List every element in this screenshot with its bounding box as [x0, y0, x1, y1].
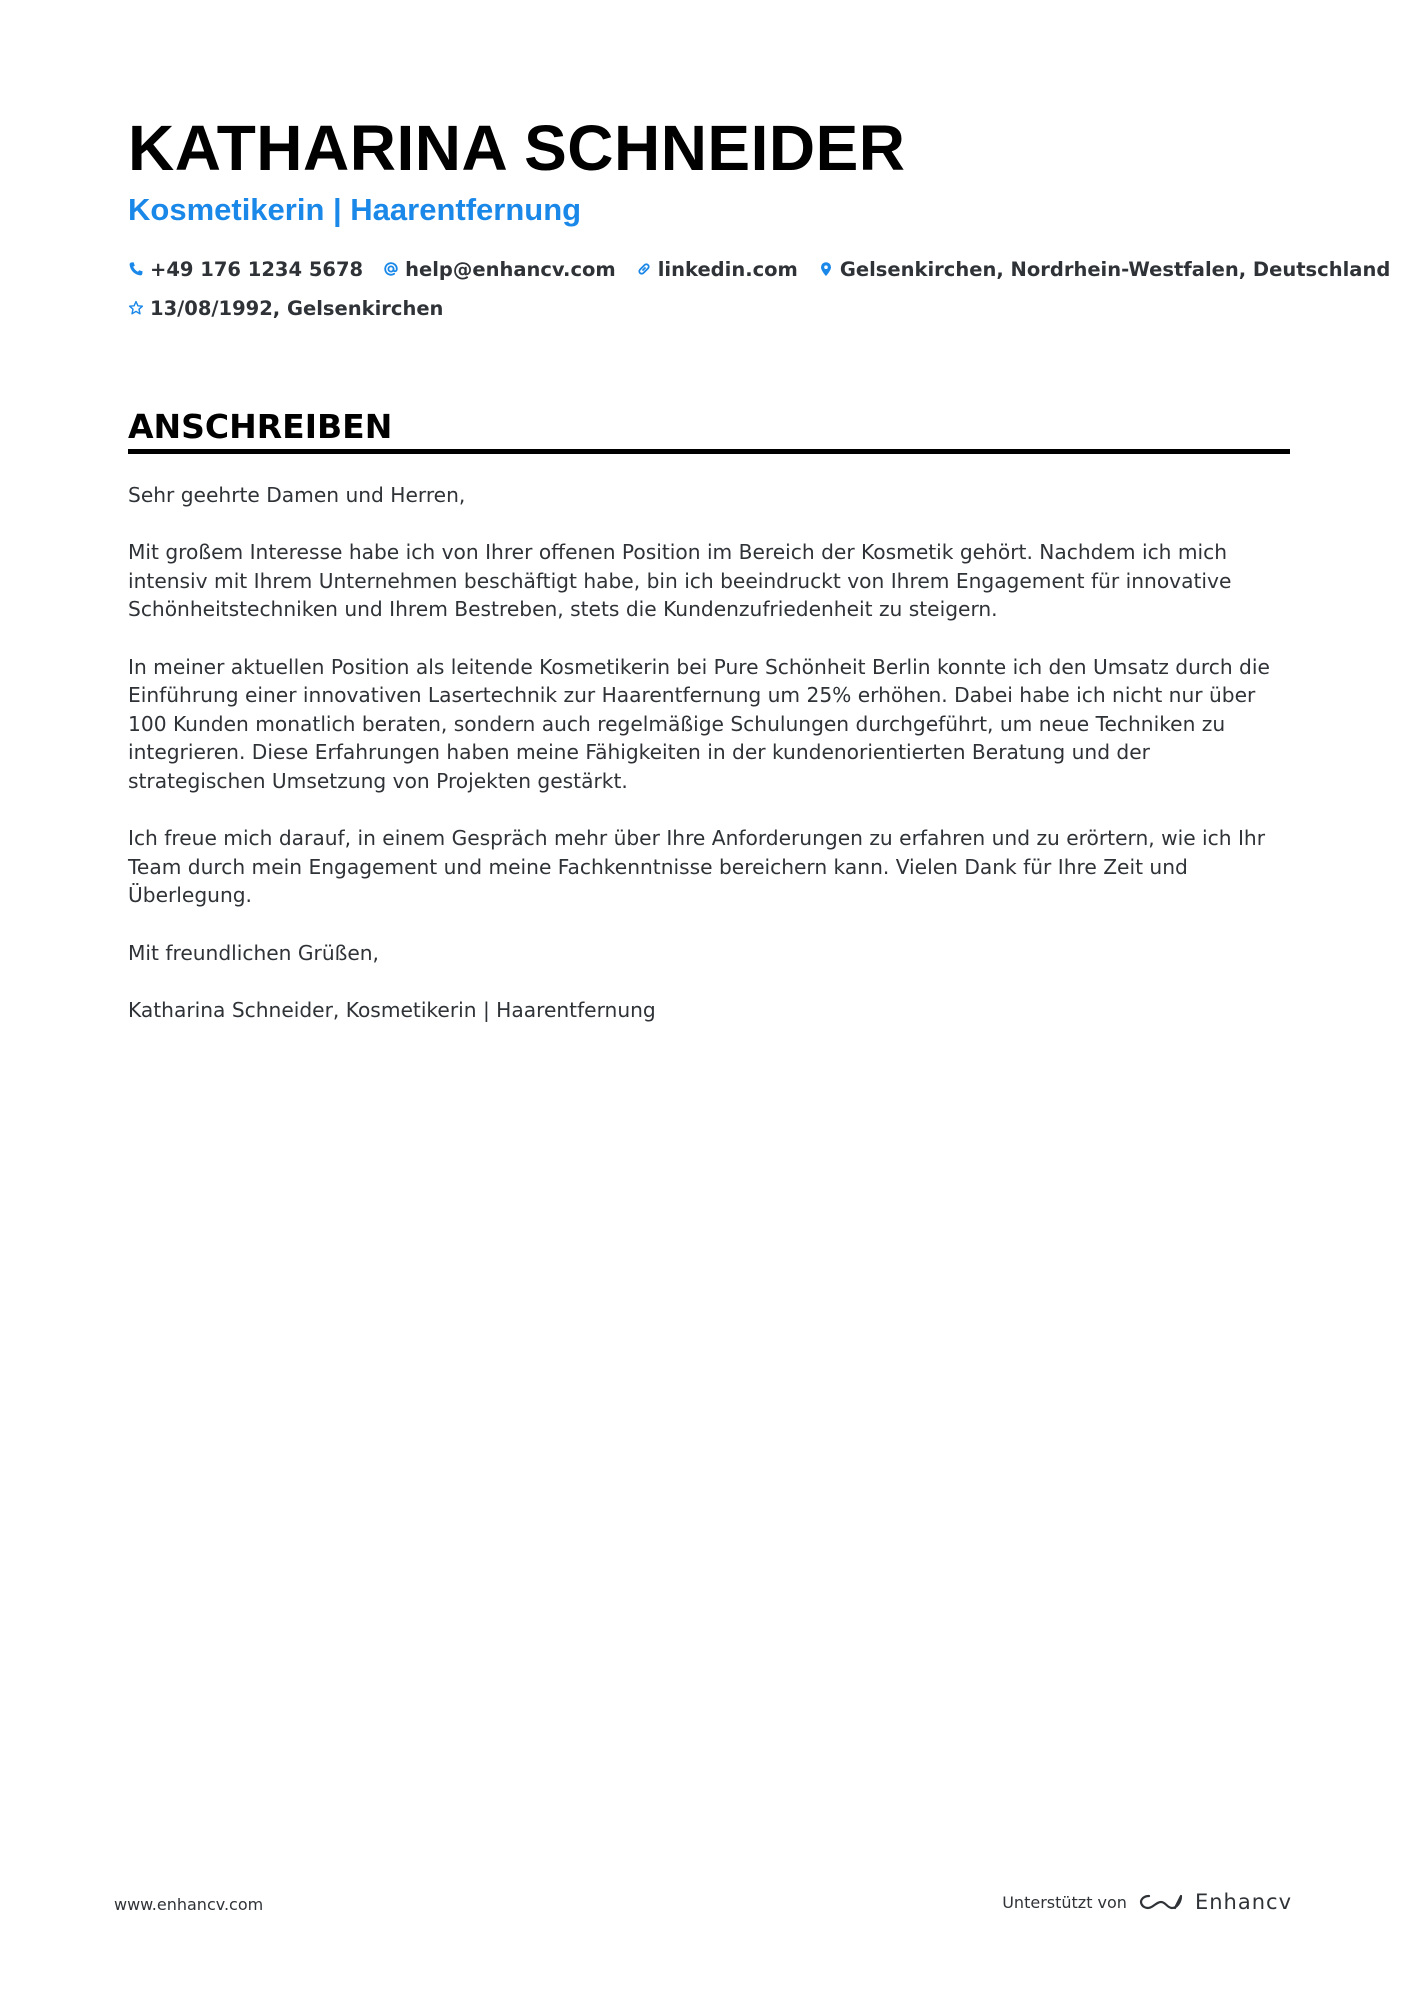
- candidate-name: KATHARINA SCHNEIDER: [128, 112, 906, 184]
- candidate-title: Kosmetikerin | Haarentfernung: [128, 192, 582, 227]
- section-divider: [128, 449, 1290, 454]
- phone-icon: [128, 261, 144, 277]
- contact-birth: [128, 297, 443, 320]
- letter-paragraph: Ich freue mich darauf, in einem Gespräch mehr über Ihre Anforderungen zu erfahren und zu erörtern, wie ich Ihr Team durch mein Engagement und meine Fachkenntnisse bereichern kann. Vielen Dank für Ihre Zeit und Überlegung.: [128, 826, 1266, 908]
- footer-url[interactable]: www.enhancv.com: [114, 1895, 264, 1914]
- phone-text: +49 176 1234 5678: [150, 257, 364, 281]
- contact-phone: [128, 258, 363, 281]
- contact-row-2: [128, 293, 1288, 323]
- enhancv-logo-text: Enhancv: [1194, 1890, 1292, 1914]
- contact-info: [128, 254, 1391, 332]
- letter-signature: Katharina Schneider, Kosmetikerin | Haarentfernung: [128, 997, 656, 1022]
- footer-brand: [1002, 1890, 1292, 1914]
- letter-paragraph: Mit großem Interesse habe ich von Ihrer offenen Position im Bereich der Kosmetik gehört. Nachdem ich mich intensiv mit Ihrem Unternehmen beschäftigt habe, bin ich beeindruckt von Ihrem Engagement für innovative Schönheitstechniken und Ihrem Bestreben, stets die Kundenzufriedenheit zu steigern.: [128, 540, 1232, 622]
- letter-closing: Mit freundlichen Grüßen,: [128, 940, 379, 965]
- link-icon: [636, 261, 652, 277]
- letter-paragraph: In meiner aktuellen Position als leitende Kosmetikerin bei Pure Schönheit Berlin konnte ich den Umsatz durch die Einführung einer innovativen Lasertechnik zur Haarentfernung um 25% erhöhen. Dabei habe ich nicht nur über 100 Kunden monatlich beraten, sondern auch regelmäßige Schulungen durchgeführt, um neue Techniken zu integrieren. Diese Erfahrungen haben meine Fähigkeiten in der kundenorientierten Beratung und der strategischen Umsetzung von Projekten gestärkt.: [128, 654, 1270, 793]
- location-pin-icon: [818, 261, 834, 277]
- linkedin-text: linkedin.com: [657, 257, 798, 281]
- powered-by-text: Unterstützt von: [1002, 1892, 1127, 1912]
- contact-linkedin[interactable]: [636, 258, 798, 281]
- letter-salutation: Sehr geehrte Damen und Herren,: [128, 483, 466, 507]
- letter-body: [128, 481, 1290, 1053]
- birth-text: 13/08/1992, Gelsenkirchen: [150, 296, 444, 320]
- star-icon: [128, 300, 144, 316]
- contact-row-1: [128, 254, 1391, 284]
- email-text: help@enhancv.com: [405, 257, 616, 281]
- enhancv-logo-icon: [1139, 1890, 1183, 1914]
- section-title: ANSCHREIBEN: [128, 407, 393, 446]
- contact-email[interactable]: [383, 258, 616, 281]
- location-text: Gelsenkirchen, Nordrhein-Westfalen, Deutschland: [839, 257, 1391, 281]
- contact-location: [818, 258, 1390, 281]
- at-icon: [383, 261, 399, 277]
